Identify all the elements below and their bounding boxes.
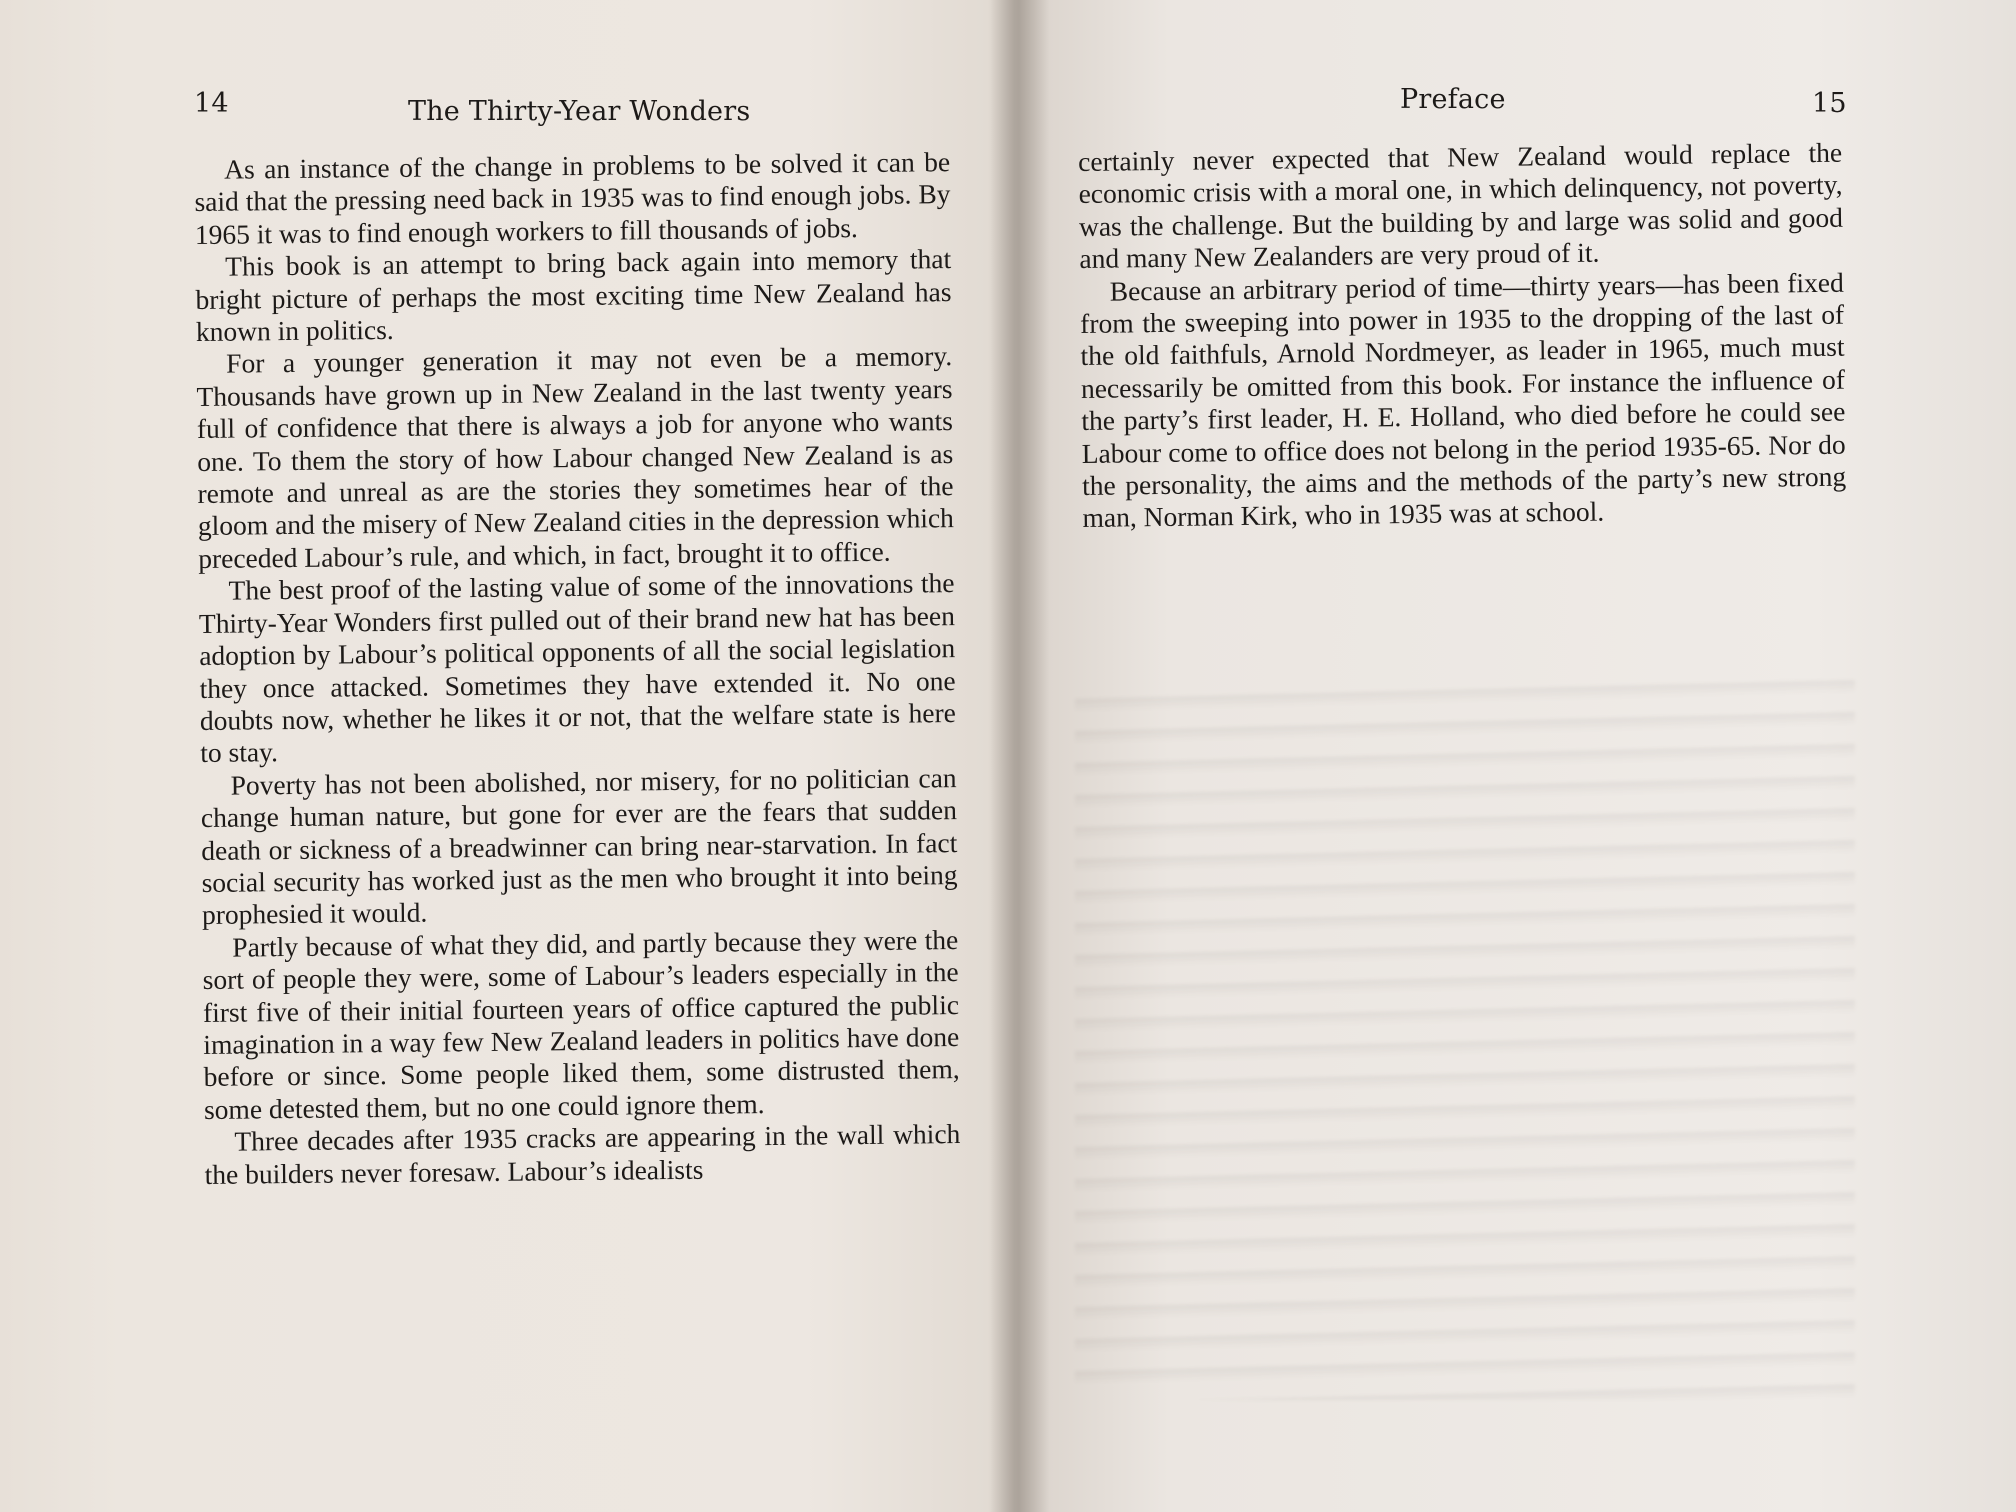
paragraph: For a younger generation it may not even be a memory. Thousands have grown up in New Zealand in the last twenty years full of confidence that there is always a job for anyone who wants one. To them the story of how Labour changed New Zealand is as remote and unreal as are the stories they sometimes hear of the gloom and the misery of New Zealand cities in the depression which preceded Labour’s rule, and which, in fact, brought it to office. bbox=[196, 340, 955, 574]
left-page bbox=[0, 0, 1000, 1512]
paragraph: This book is an attempt to bring back again into memory that bright picture of perhaps the most exciting time New Zealand has known in politics. bbox=[195, 243, 952, 348]
left-body-text bbox=[194, 146, 961, 1191]
right-page bbox=[1030, 0, 2016, 1512]
left-page-number: 14 bbox=[194, 88, 229, 119]
right-page-number: 15 bbox=[1812, 88, 1847, 119]
paragraph: As an instance of the change in problems to be solved it can be said that the pressing need back in 1935 was to find enough jobs. By 1965 it was to find enough workers to fill thousands of jobs. bbox=[194, 146, 951, 250]
paragraph: Three decades after 1935 cracks are appearing in the wall which the builders never foresaw. Labour’s idealists bbox=[204, 1118, 961, 1190]
right-running-head: Preface bbox=[1400, 84, 1506, 115]
paragraph: certainly never expected that New Zealand would replace the economic crisis with a moral one, in which delinquency, not poverty, was the challenge. But the building by and large was solid and good and many New Zealanders are very proud of it. bbox=[1078, 136, 1844, 275]
paragraph: Because an arbitrary period of time—thirty years—has been fixed from the sweeping into power in 1935 to the dropping of the last of the old faithfuls, Arnold Nordmeyer, as leader in 1965, much must necessarily be omitted from this book. For instance the influence of the party’s first leader, H. E. Holland, who died before he could see Labour come to office does not belong in the period 1935-65. Nor do the personality, the aims and the methods of the party’s new strong man, Norman Kirk, who in 1935 was at school. bbox=[1079, 266, 1847, 534]
right-body-text bbox=[1078, 137, 1847, 535]
paragraph: Partly because of what they did, and partly because they were the sort of people they were, some of Labour’s leaders especially in the first five of their initial fourteen years of office captured the public imagination in a way few New Zealand leaders in politics have done before or since. Some people liked them, some distrusted them, some detested them, but no one could ignore them. bbox=[202, 923, 960, 1125]
paragraph: The best proof of the lasting value of some of the innovations the Thirty-Year Wonders first pulled out of their brand new hat has been adoption by Labour’s political opponents of all the social legislation they once attacked. Sometimes they have extended it. No one doubts now, whether he likes it or not, that the welfare state is here to stay. bbox=[198, 567, 957, 769]
paragraph: Poverty has not been abolished, nor misery, for no politician can change human nature, but gone for ever are the fears that sudden death or sickness of a breadwinner can bring near-starvation. In fact social security has worked just as the men who brought it into being prophesied it would. bbox=[200, 761, 958, 931]
left-running-head: The Thirty-Year Wonders bbox=[408, 96, 751, 127]
